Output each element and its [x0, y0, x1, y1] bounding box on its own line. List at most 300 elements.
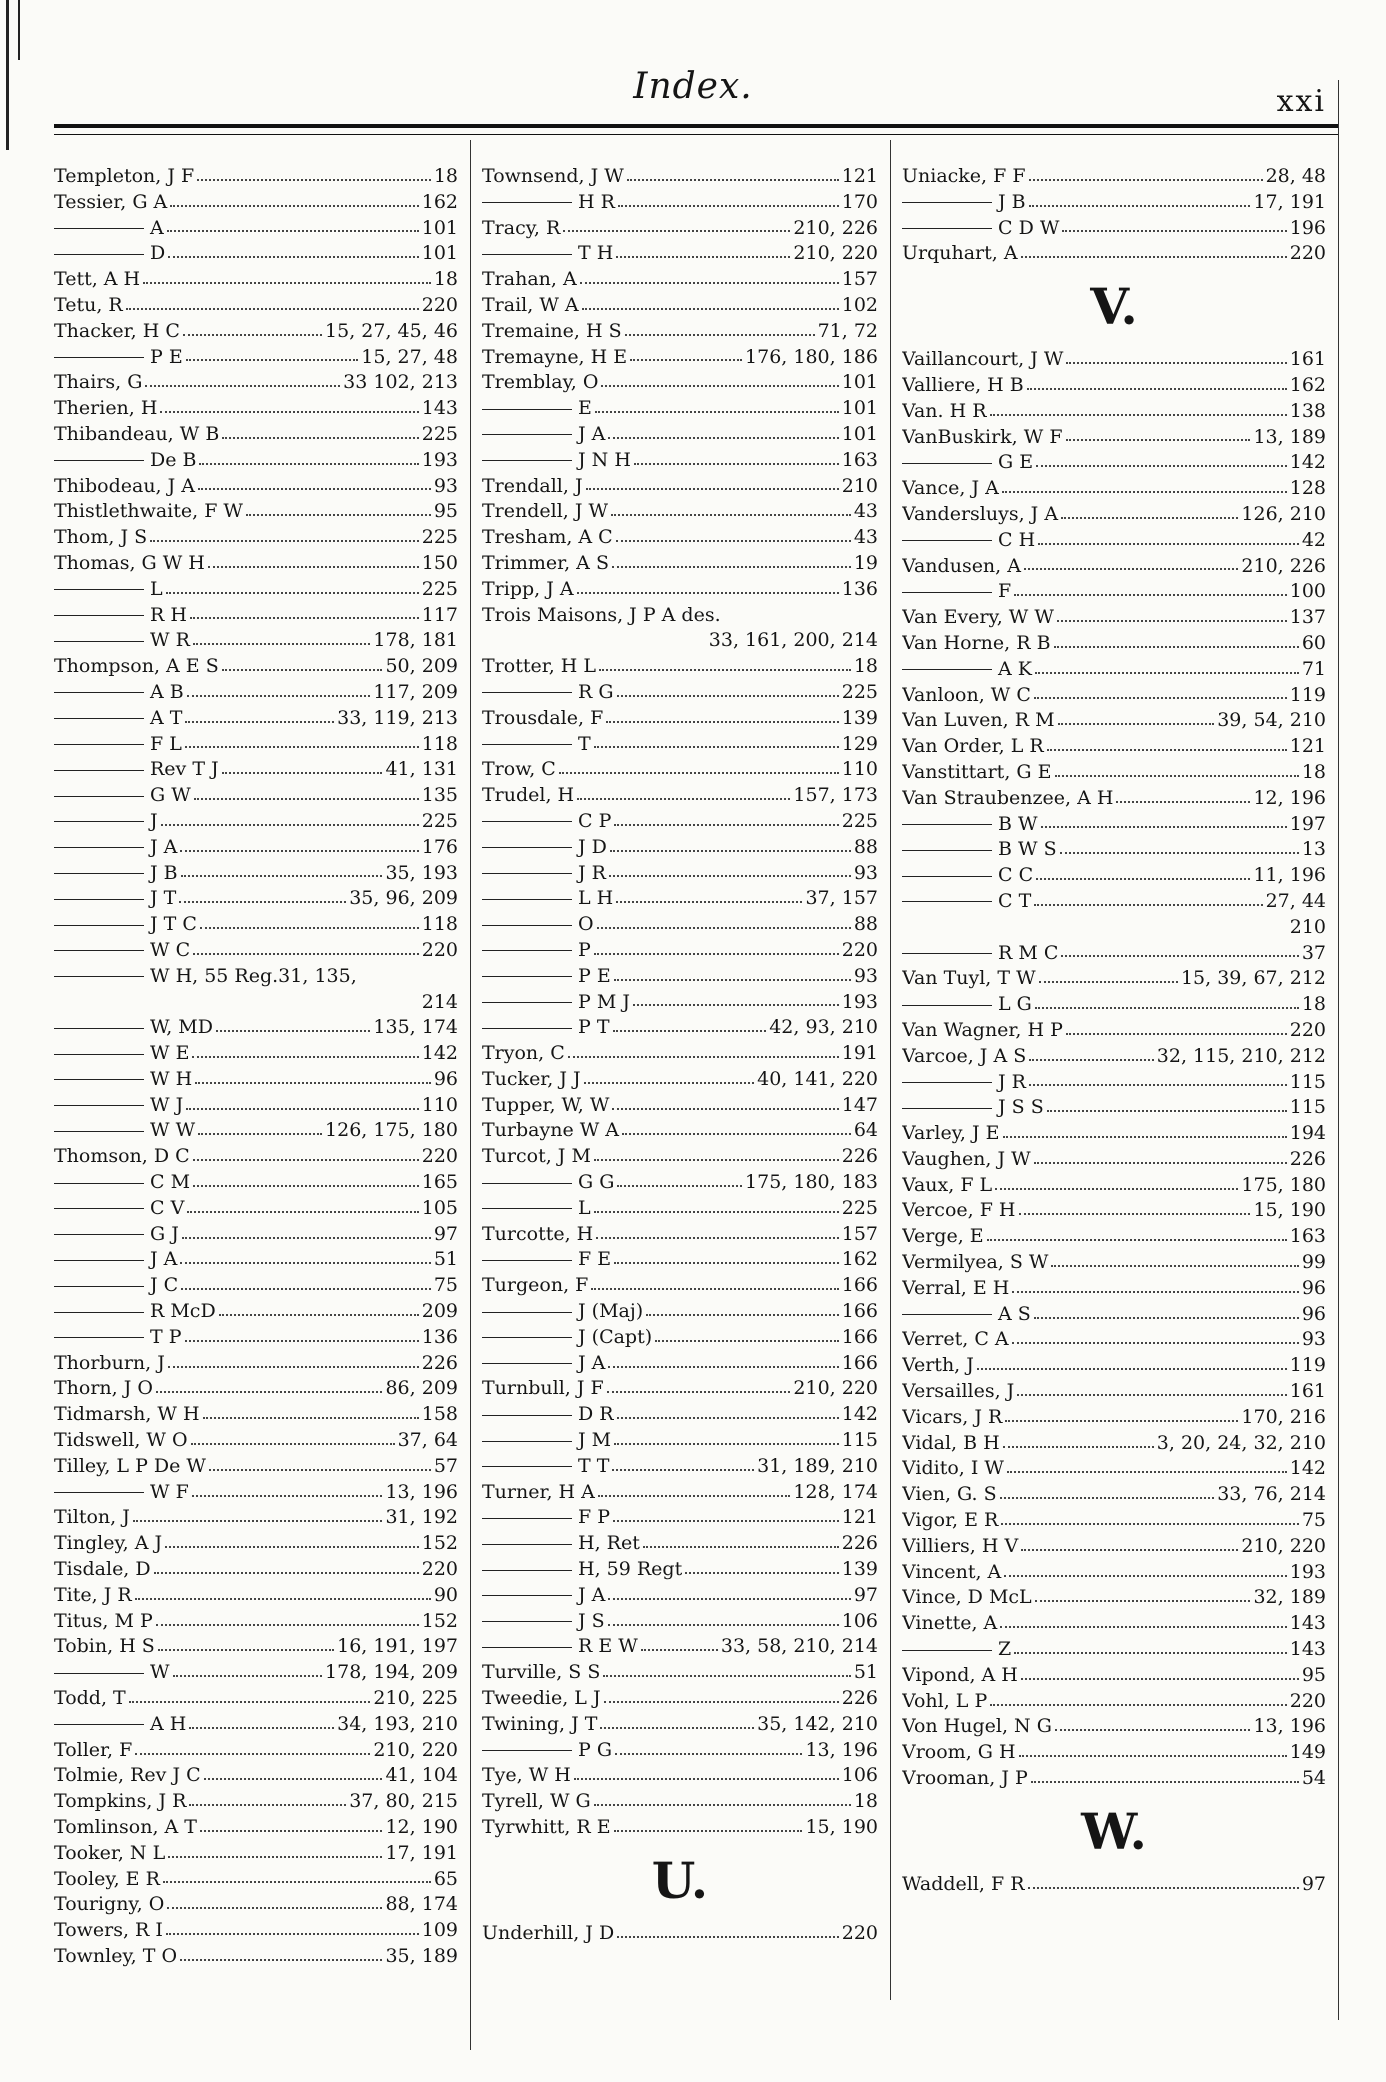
entry-name: Thistlethwaite, F W — [54, 500, 243, 523]
index-entry — [482, 1686, 878, 1712]
entry-pages: 60 — [1301, 631, 1326, 654]
entry-pages: 13, 196 — [1253, 1715, 1326, 1738]
index-subentry — [482, 1583, 878, 1609]
index-entry — [482, 577, 878, 603]
index-subentry — [482, 1196, 878, 1222]
entry-pages: 220 — [1289, 242, 1326, 265]
entry-pages: 33, 119, 213 — [337, 706, 458, 729]
leader-dots — [617, 1417, 839, 1419]
entry-pages: 117 — [421, 603, 458, 626]
leader-dots — [609, 875, 851, 877]
leader-dots — [204, 1778, 383, 1780]
leader-dots — [198, 1133, 322, 1135]
entry-name: Thomson, D C — [54, 1145, 190, 1168]
entry-name: G J — [54, 1222, 179, 1248]
index-subentry — [54, 964, 458, 990]
index-subentry — [482, 1015, 878, 1041]
leader-dots — [594, 1159, 839, 1161]
leader-dots — [1036, 878, 1250, 880]
leader-dots — [1039, 981, 1178, 983]
index-subentry — [482, 1325, 878, 1351]
index-entry — [54, 525, 458, 551]
leader-dots — [1012, 1291, 1298, 1293]
entry-pages: 118 — [421, 732, 458, 755]
entry-name: Vohl, L P — [902, 1689, 988, 1712]
entry-pages: 35, 193 — [385, 861, 458, 884]
index-subentry — [54, 1299, 458, 1325]
leader-dots — [586, 488, 839, 490]
leader-dots — [622, 1133, 851, 1135]
leader-dots — [180, 850, 418, 852]
entry-pages: 41, 131 — [385, 758, 458, 781]
entry-name: G W — [54, 783, 191, 809]
index-subentry — [54, 1196, 458, 1222]
entry-name: W, MD — [54, 1015, 213, 1041]
entry-pages: 147 — [841, 1093, 878, 1116]
entry-name: Turnbull, J F — [482, 1377, 604, 1400]
entry-name: Vaillancourt, J W — [902, 348, 1064, 371]
entry-name: Vaux, F L — [902, 1173, 993, 1196]
entry-pages: 13, 196 — [385, 1480, 458, 1503]
leader-dots — [990, 414, 1287, 416]
leader-dots — [1034, 697, 1287, 699]
entry-name: Thom, J S — [54, 526, 148, 549]
leader-dots — [193, 643, 371, 645]
leader-dots — [193, 1185, 419, 1187]
index-subentry — [54, 1712, 458, 1738]
entry-pages: 166 — [841, 1300, 878, 1323]
leader-dots — [594, 953, 839, 955]
entry-pages: 18 — [853, 655, 878, 678]
entry-name: Tye, W H — [482, 1764, 571, 1787]
entry-pages: 27, 44 — [1265, 889, 1326, 912]
leader-dots — [143, 282, 431, 284]
entry-name: Vandersluys, J A — [902, 502, 1059, 525]
entry-name: C P — [482, 809, 611, 835]
entry-pages: 163 — [1289, 1225, 1326, 1248]
index-subentry — [482, 886, 878, 912]
entry-name: Thibandeau, W B — [54, 422, 220, 445]
leader-dots — [160, 411, 418, 413]
entry-pages: 15, 27, 45, 46 — [325, 319, 458, 342]
leader-dots — [189, 1804, 346, 1806]
leader-dots — [187, 1211, 418, 1213]
entry-name: Tyrwhitt, R E — [482, 1816, 611, 1838]
index-entry — [902, 683, 1326, 709]
entry-pages: 13, 189 — [1253, 425, 1326, 448]
index-subentry — [482, 964, 878, 990]
leader-dots — [607, 1391, 791, 1393]
index-entry — [482, 345, 878, 371]
entry-pages: 35, 142, 210 — [757, 1712, 878, 1735]
leader-dots — [194, 798, 419, 800]
entry-name: Verral, E H — [902, 1276, 1010, 1299]
entry-name: P T — [482, 1015, 610, 1041]
entry-pages: 128, 174 — [793, 1480, 878, 1503]
entry-pages: 33, 58, 210, 214 — [720, 1635, 878, 1658]
entry-pages: 226 — [841, 1687, 878, 1710]
entry-pages: 143 — [421, 397, 458, 420]
index-entry — [902, 425, 1326, 451]
index-subentry — [54, 216, 458, 242]
index-subentry — [54, 861, 458, 887]
leader-dots — [1027, 388, 1287, 390]
entry-pages: 191 — [841, 1042, 878, 1065]
leader-dots — [186, 1108, 419, 1110]
entry-name: Underhill, J D — [482, 1921, 615, 1944]
leader-dots — [219, 1314, 419, 1316]
entry-pages: 96 — [433, 1067, 458, 1090]
leader-dots — [596, 1237, 838, 1239]
index-entry — [54, 1944, 458, 1970]
index-entry — [482, 654, 878, 680]
leader-dots — [614, 1830, 803, 1832]
entry-pages: 166 — [841, 1351, 878, 1374]
leader-dots — [1035, 1600, 1251, 1602]
index-subentry — [482, 1531, 878, 1557]
entry-name: Rev T J — [54, 757, 219, 783]
entry-name: Tingley, A J — [54, 1532, 163, 1555]
leader-dots — [145, 385, 340, 387]
index-entry — [54, 1402, 458, 1428]
index-entry — [902, 1173, 1326, 1199]
leader-dots — [1034, 1162, 1287, 1164]
index-subentry — [482, 861, 878, 887]
entry-name: P E — [482, 964, 611, 990]
entry-pages: 226 — [421, 1351, 458, 1374]
entry-pages: 54 — [1301, 1767, 1326, 1790]
index-subentry — [482, 1428, 878, 1454]
entry-name: A — [54, 216, 164, 242]
entry-name: J T — [54, 886, 176, 912]
entry-name: Tobin, H S — [54, 1635, 155, 1658]
entry-name: Trail, W A — [482, 293, 579, 316]
entry-name: C H — [902, 528, 1035, 554]
index-subentry — [482, 1299, 878, 1325]
leader-dots — [582, 308, 839, 310]
index-subentry — [54, 680, 458, 706]
entry-pages: 129 — [841, 732, 878, 755]
entry-name: Varley, J E — [902, 1122, 1000, 1145]
entry-pages: 75 — [1301, 1509, 1326, 1532]
entry-pages: 136 — [841, 577, 878, 600]
entry-name: Vidal, B H — [902, 1431, 1000, 1454]
leader-dots — [613, 1520, 839, 1522]
section-letter-heading: V. — [1090, 277, 1138, 337]
entry-name: J M — [482, 1428, 611, 1454]
index-entry — [482, 783, 878, 809]
entry-name: C D W — [902, 216, 1059, 242]
index-subentry — [54, 757, 458, 783]
entry-pages: 96 — [1301, 1302, 1326, 1325]
entry-pages: 51 — [433, 1248, 458, 1271]
entry-name: F P — [482, 1505, 610, 1531]
entry-name: Thorn, J O — [54, 1377, 153, 1400]
entry-name: Tisdale, D — [54, 1558, 151, 1581]
entry-pages: 150 — [421, 551, 458, 574]
index-subentry — [902, 657, 1326, 683]
entry-name: Tucker, J J — [482, 1067, 581, 1090]
leader-dots — [1007, 1471, 1287, 1473]
leader-dots — [1051, 1265, 1298, 1267]
index-entry — [902, 1405, 1326, 1431]
entry-name: Tremaine, H S — [482, 319, 622, 342]
index-entry — [54, 1609, 458, 1635]
header-rule-thin — [54, 134, 1338, 135]
entry-name: Tyrell, W G — [482, 1790, 591, 1813]
entry-name: Trois Maisons, J P A des. — [482, 603, 721, 626]
entry-name: Vipond, A H — [902, 1663, 1018, 1686]
index-entry — [482, 319, 878, 345]
leader-dots — [643, 1546, 839, 1548]
entry-pages: 35, 189 — [385, 1944, 458, 1967]
index-entry — [902, 1018, 1326, 1044]
index-entry — [902, 760, 1326, 786]
index-entry — [54, 267, 458, 293]
leader-dots — [192, 1495, 383, 1497]
index-subentry — [902, 1637, 1326, 1663]
entry-pages: 97 — [433, 1222, 458, 1245]
entry-name: Van Wagner, H P — [902, 1018, 1063, 1041]
leader-dots — [612, 1469, 754, 1471]
entry-pages: 15, 39, 67, 212 — [1180, 967, 1326, 990]
entry-name: C M — [54, 1170, 190, 1196]
entry-pages: 33, 76, 214 — [1217, 1483, 1326, 1506]
entry-name: Van Horne, R B — [902, 631, 1051, 654]
leader-dots — [1055, 775, 1299, 777]
entry-pages: 135, 174 — [373, 1016, 458, 1039]
leader-dots — [608, 1598, 850, 1600]
index-subentry — [54, 603, 458, 629]
entry-pages: 193 — [1289, 1560, 1326, 1583]
entry-name: F E — [482, 1247, 611, 1273]
index-subentry — [902, 863, 1326, 889]
entry-pages: 165 — [421, 1171, 458, 1194]
entry-name: Vigor, E R — [902, 1509, 999, 1532]
leader-dots — [156, 1624, 419, 1626]
leader-dots — [126, 308, 419, 310]
index-entry — [482, 1273, 878, 1299]
index-subentry — [902, 992, 1326, 1018]
entry-pages: 121 — [841, 1506, 878, 1529]
index-subentry — [482, 1505, 878, 1531]
entry-pages: 161 — [1289, 1380, 1326, 1403]
entry-pages: 161 — [1289, 348, 1326, 371]
leader-dots — [1061, 517, 1238, 519]
entry-name: Trahan, A — [482, 268, 577, 291]
entry-pages: 15, 190 — [1253, 1199, 1326, 1222]
index-subentry — [54, 1222, 458, 1248]
entry-name: Tryon, C — [482, 1042, 565, 1065]
leader-dots — [185, 721, 334, 723]
index-subentry — [482, 732, 878, 758]
leader-dots — [1000, 1626, 1286, 1628]
index-subentry — [902, 528, 1326, 554]
entry-pages: 105 — [421, 1196, 458, 1219]
entry-name: Tweedie, L J — [482, 1687, 601, 1710]
entry-pages: 95 — [433, 500, 458, 523]
leader-dots — [1021, 256, 1287, 258]
leader-dots — [222, 669, 383, 671]
entry-pages: 17, 191 — [1253, 190, 1326, 213]
entry-name: Vidito, I W — [902, 1457, 1004, 1480]
index-entry — [482, 474, 878, 500]
entry-pages: 101 — [421, 216, 458, 239]
entry-pages: 210, 225 — [373, 1687, 458, 1710]
entry-pages: 41, 104 — [385, 1764, 458, 1787]
binding-edge-mark — [18, 0, 20, 60]
entry-pages: 220 — [421, 293, 458, 316]
index-subentry — [482, 190, 878, 216]
index-entry — [902, 1147, 1326, 1173]
leader-dots — [1019, 1213, 1251, 1215]
entry-name: Van Every, W W — [902, 606, 1054, 629]
entry-pages: 175, 180 — [1241, 1173, 1326, 1196]
leader-dots — [185, 1340, 419, 1342]
leader-dots — [608, 1366, 838, 1368]
index-subentry — [902, 837, 1326, 863]
entry-pages: 152 — [421, 1609, 458, 1632]
leader-dots — [617, 1185, 742, 1187]
entry-name: Van Tuyl, T W — [902, 967, 1036, 990]
leader-dots — [1028, 1887, 1299, 1889]
leader-dots — [1116, 801, 1250, 803]
entry-name: Tresham, A C — [482, 526, 613, 549]
leader-dots — [990, 1704, 1286, 1706]
entry-pages: 220 — [421, 1558, 458, 1581]
leader-dots — [166, 592, 419, 594]
leader-dots — [625, 334, 815, 336]
entry-name: Tomlinson, A T — [54, 1816, 197, 1838]
entry-name: W E — [54, 1041, 189, 1067]
entry-pages: 115 — [1289, 1096, 1326, 1119]
index-entry — [902, 1482, 1326, 1508]
entry-name: R H — [54, 603, 187, 629]
entry-pages: 15, 190 — [805, 1816, 878, 1838]
entry-name: Tidmarsh, W H — [54, 1403, 200, 1426]
entry-name: Thorburn, J — [54, 1351, 165, 1374]
entry-pages: 138 — [1289, 399, 1326, 422]
index-subentry — [482, 448, 878, 474]
index-column-2 — [482, 164, 878, 1947]
entry-name: A H — [54, 1712, 186, 1738]
index-entry — [902, 554, 1326, 580]
leader-dots — [1055, 1729, 1251, 1731]
index-entry — [482, 1789, 878, 1815]
index-entry — [902, 1431, 1326, 1457]
index-entry — [902, 1224, 1326, 1250]
entry-name: J R — [482, 861, 606, 887]
leader-dots — [1066, 362, 1286, 364]
index-entry — [902, 1379, 1326, 1405]
entry-pages: 109 — [421, 1919, 458, 1942]
entry-name: Trow, C — [482, 758, 556, 781]
index-entry — [54, 1454, 458, 1480]
leader-dots — [181, 1288, 431, 1290]
entry-pages: 93 — [1301, 1328, 1326, 1351]
entry-pages: 18 — [1301, 993, 1326, 1016]
entry-pages: 37, 64 — [397, 1429, 458, 1452]
entry-name: Verth, J — [902, 1354, 974, 1377]
leader-dots — [591, 1288, 838, 1290]
index-subentry — [482, 1402, 878, 1428]
index-entry — [482, 1763, 878, 1789]
entry-name: Vrooman, J P — [902, 1767, 1028, 1790]
leader-dots — [208, 566, 419, 568]
entry-pages: 16, 191, 197 — [337, 1635, 458, 1658]
leader-dots — [1034, 904, 1262, 906]
leader-dots — [133, 1520, 383, 1522]
entry-name: J C — [54, 1273, 178, 1299]
entry-pages: 42, 93, 210 — [769, 1016, 878, 1039]
entry-name: Tremblay, O — [482, 371, 599, 394]
leader-dots — [617, 1936, 839, 1938]
entry-name: Uniacke, F F — [902, 165, 1026, 187]
entry-name: W H, 55 Reg.31, 135, — [54, 964, 357, 990]
entry-name: J (Maj) — [482, 1299, 643, 1325]
entry-pages: 119 — [1289, 683, 1326, 706]
entry-pages: 137 — [1289, 606, 1326, 629]
entry-pages: 121 — [1289, 735, 1326, 758]
entry-pages: 88, 174 — [385, 1893, 458, 1916]
entry-name: Von Hugel, N G — [902, 1715, 1052, 1738]
entry-name: J B — [902, 190, 1026, 216]
entry-pages: 17, 191 — [385, 1841, 458, 1864]
entry-name: Vaughen, J W — [902, 1147, 1031, 1170]
index-entry — [482, 1376, 878, 1402]
leader-dots — [616, 901, 802, 903]
entry-pages: 196 — [1289, 216, 1326, 239]
entry-name: J D — [482, 835, 607, 861]
entry-pages: 43 — [853, 526, 878, 549]
leader-dots — [1029, 1059, 1154, 1061]
entry-pages: 194 — [1289, 1122, 1326, 1145]
page-edge-rule — [1338, 80, 1339, 2020]
entry-name: Van. H R — [902, 399, 987, 422]
index-subentry — [482, 809, 878, 835]
entry-name: C T — [902, 889, 1031, 915]
leader-dots — [995, 1188, 1238, 1190]
index-entry — [54, 654, 458, 680]
leader-dots — [200, 1830, 382, 1832]
entry-pages: 106 — [841, 1764, 878, 1787]
leader-dots — [1047, 1110, 1287, 1112]
index-entry — [482, 1041, 878, 1067]
entry-pages: 95 — [1301, 1663, 1326, 1686]
index-entry — [54, 1815, 458, 1841]
entry-pages: 101 — [841, 422, 878, 445]
entry-pages: 225 — [421, 809, 458, 832]
leader-dots — [182, 1237, 431, 1239]
index-subentry — [482, 1557, 878, 1583]
leader-dots — [610, 850, 851, 852]
leader-dots — [599, 669, 851, 671]
entry-pages: 32, 115, 210, 212 — [1156, 1044, 1326, 1067]
leader-dots — [1029, 205, 1251, 207]
index-entry — [902, 241, 1326, 267]
entry-name: Tilton, J — [54, 1506, 130, 1529]
entry-name: C V — [54, 1196, 184, 1222]
entry-pages: 176 — [421, 835, 458, 858]
leader-dots — [1060, 852, 1299, 854]
entry-name: Vance, J A — [902, 477, 999, 500]
entry-pages: 18 — [853, 1790, 878, 1813]
entry-name: Vandusen, A — [902, 554, 1021, 577]
entry-pages: 225 — [841, 1196, 878, 1219]
leader-dots — [1058, 723, 1215, 725]
leader-dots — [1001, 1523, 1298, 1525]
entry-pages: 71 — [1301, 657, 1326, 680]
